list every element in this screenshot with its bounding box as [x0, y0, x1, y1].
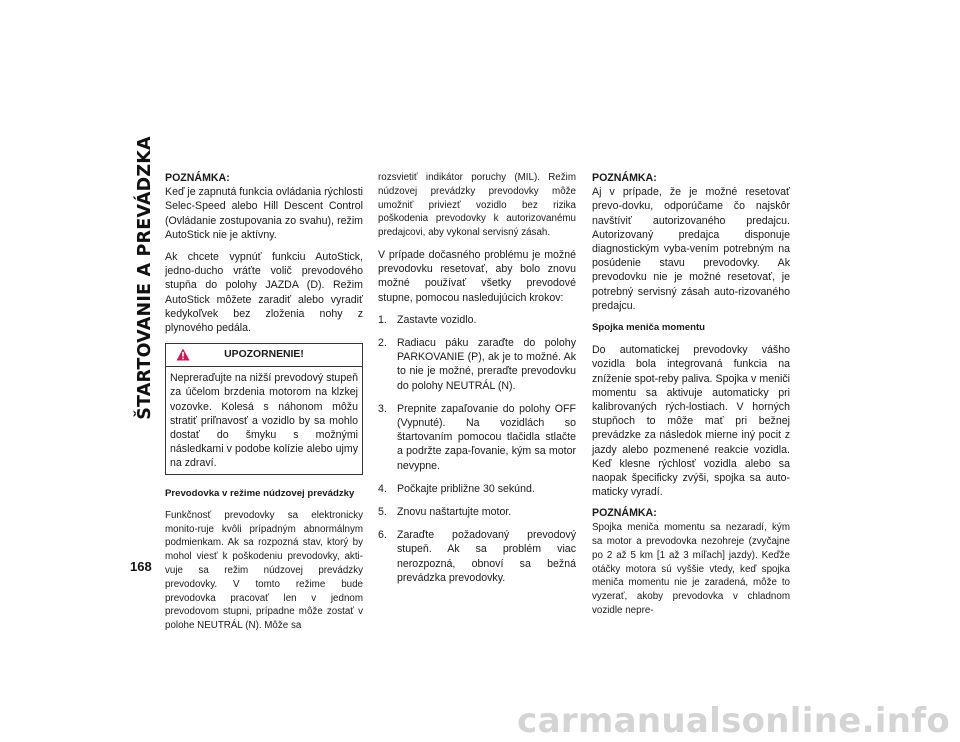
warning-triangle-icon [176, 348, 190, 361]
page-number: 168 [130, 559, 152, 574]
list-item: 4. Počkajte približne 30 sekúnd. [378, 482, 535, 495]
note-title: POZNÁMKA: [592, 172, 657, 184]
note-text: Keď je zapnutá funkcia ovládania rýchlosti Selec-Speed alebo Hill Descent Control (Ovládanie zostupovania zo svahu), režim AutoStick nie je aktívny. [165, 186, 363, 241]
note-converter [592, 507, 790, 617]
list-item: 2. Radiacu páku zaraďte do polohy PARKOVANIE (P), ak je to možné. Ak to nie je možné, preraďte prevodovku do polohy NEUTRÁL (N). [378, 337, 576, 392]
limp-mode-paragraph: Funkčnosť prevodovky sa elektronicky monito-ruje kvôli prípadným abnormálnym podmienkam. Ak sa rozpozná stav, ktorý by mohol viesť k poškodeniu prevodovky, akti-vuje sa režim núdzovej prevádzky prevodovky. V tomto režime bude prevodovka pracovať len v jednom prevodovom stupni, prípadne môže zostať v polohe NEUTRÁL (N). Môže sa [165, 509, 363, 632]
list-item: 3. Prepnite zapaľovanie do polohy OFF (Vypnuté). Na vozidlách so štartovaním pomocou tlačidla stlačte a podržte zapa-ľovanie, kým sa motor nevypne. [378, 402, 576, 472]
list-item: 1. Zastavte vozidlo. [378, 313, 477, 326]
note-text: Aj v prípade, že je možné resetovať prevo-dovku, odporúčame čo najskôr navštíviť autorizovaného predajcu. Autorizovaný predajca disponuje diagnostickým vyba-vením potrebným na posúdenie stavu prevodovky. Ak prevodovku nie je možné resetovať, je potrebný servisný zásah auto-rizovaného predajcu. [592, 186, 790, 312]
autostick-paragraph: Ak chcete vypnúť funkciu AutoStick, jedno-ducho vráťte volič prevodového stupňa do polohy JAZDA (D). Režim AutoStick môžete zaradiť alebo vyradiť kedykoľvek bez zloženia nohy z plynového pedála. [165, 251, 363, 335]
note-reset [592, 171, 790, 313]
section-heading: Prevodovka v režime núdzovej prevádzky [165, 487, 355, 499]
note-title: POZNÁMKA: [165, 172, 230, 184]
column-left [165, 171, 363, 641]
note-title: POZNÁMKA: [592, 507, 657, 520]
watermark: carmanualsonline.info [517, 701, 950, 741]
list-item: 6. Zaraďte požadovaný prevodový stupeň. Ak sa problém viac nerozpozná, obnoví sa bežná prevádzka prevodovky. [378, 529, 576, 584]
section-side-title [131, 136, 159, 420]
column-middle [378, 171, 576, 594]
side-title-text: ŠTARTOVANIE A PREVÁDZKA [135, 136, 156, 420]
section-heading: Spojka meniča momentu [592, 322, 706, 334]
list-item: 5. Znovu naštartujte motor. [378, 506, 512, 519]
warning-header [166, 344, 362, 367]
note-autostick [165, 171, 363, 242]
note-text: Spojka meniča momentu sa nezaradí, kým sa motor a prevodovka nezohreje (zvyčajne po 2 až 5 km [1 až 3 míľach] jazdy). Keďže otáčky motora sú vyššie vtedy, keď spojka meniča momentu nie je zaradená, môže to vyzerať, akoby prevodovka v chladnom vozidle nepre- [592, 522, 790, 617]
warning-box [165, 343, 363, 474]
converter-clutch-paragraph: Do automatickej prevodovky vášho vozidla bola integrovaná funkcia na zníženie spot-reby paliva. Spojka v meniči momentu sa aktivuje automaticky pri kalibrovaných rých-lostiach. V horných stupňoch to môže mať pri bežnej prevádzke za následok mierne iný pocit z jazdy alebo pozmenené reakcie vozidla. Keď klesne rýchlosť vozidla alebo sa naopak špecificky zvýši, spojka sa auto-maticky vyradí. [592, 344, 790, 499]
reset-intro-paragraph: V prípade dočasného problému je možné prevodovku resetovať, aby bolo znovu možné používať všetky prevodové stupne, pomocou nasledujúcich krokov: [378, 248, 576, 304]
warning-title: UPOZORNENIE! [224, 349, 304, 361]
limp-mode-continued-paragraph: rozsvietiť indikátor poruchy (MIL). Režim núdzovej prevádzky prevodovky môže umožniť priviezť vozidlo bez rizika poškodenia prevodovky k autorizovanému predajcovi, aby vykonal servisný zásah. [378, 172, 576, 239]
warning-text: Nepreraďujte na nižší prevodový stupeň za účelom brzdenia motorom na klzkej vozovke. Kolesá s náhonom môžu stratiť priľnavosť a vozidlo by sa mohlo dostať do šmyku s možnými následkami v podobe kolízie alebo ujmy na zdraví. [170, 372, 358, 470]
column-right [592, 171, 790, 626]
reset-steps-list [378, 313, 576, 585]
